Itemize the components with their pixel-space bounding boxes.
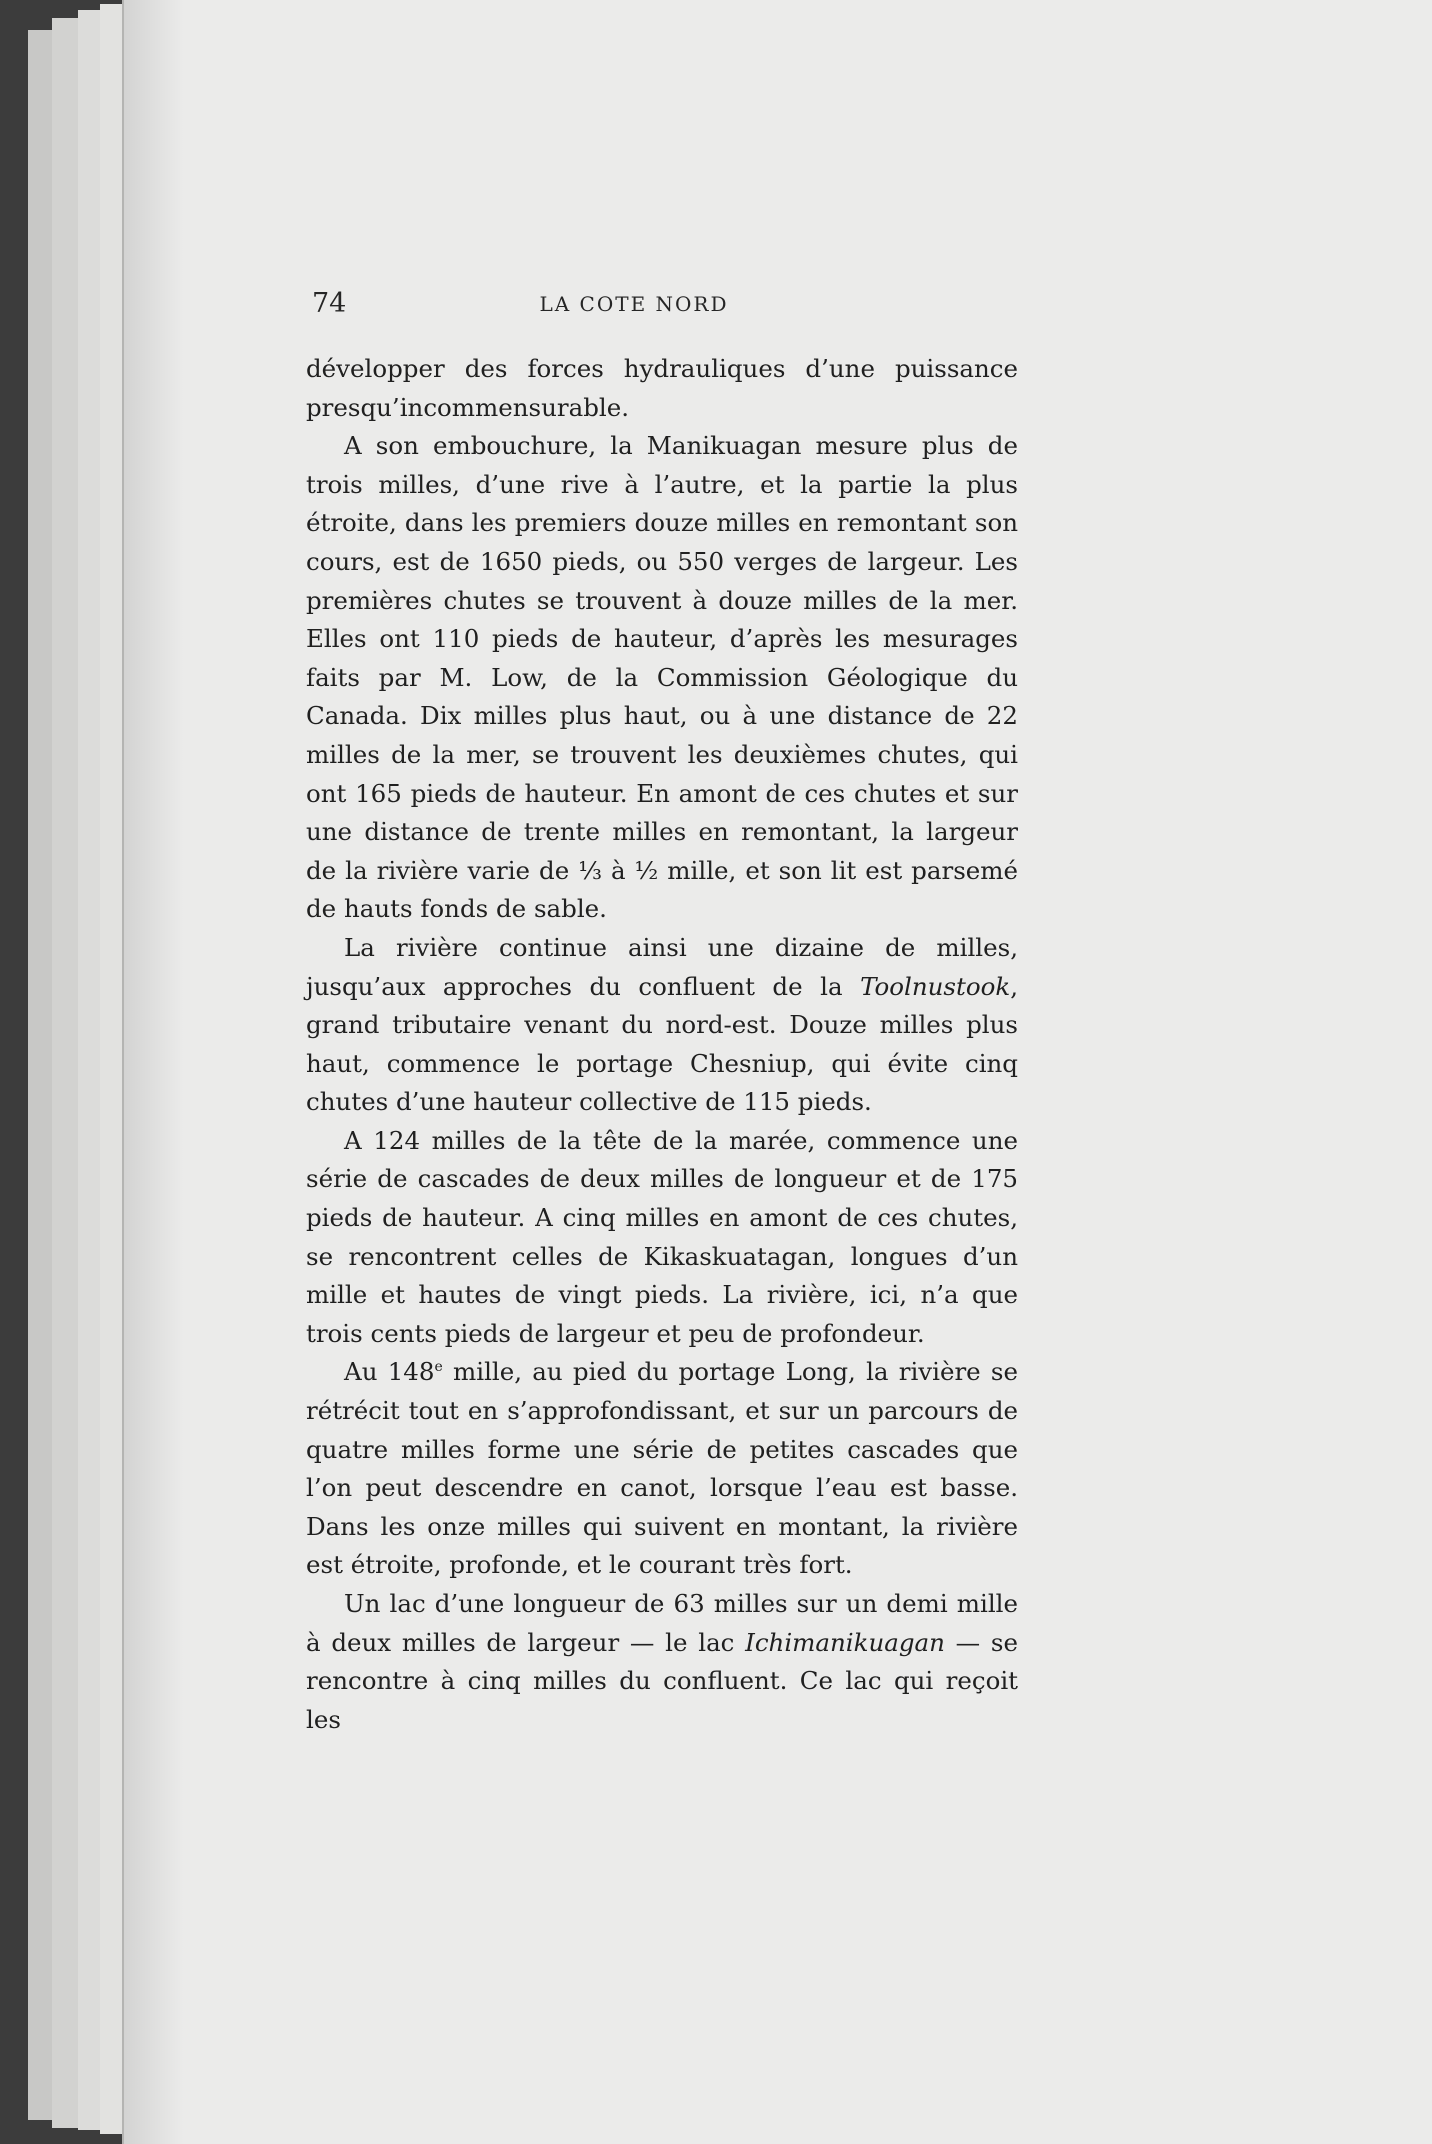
paragraph-2: A son embouchure, la Manikuagan mesure plus de trois milles, d’une rive à l’autre, et la partie la plus étroite, dans les premiers douze milles en remontant son cours, est de 1650 pieds, ou 550 verges de largeur. Les premières chutes se trouvent à douze milles de la mer. Elles ont 110 pieds de hauteur, d’après les mesurages faits par M. Low, de la Commission Géologique du Canada. Dix milles plus haut, ou à une distance de 22 milles de la mer, se trouvent les deuxièmes chutes, qui ont 165 pieds de hauteur. En amont de ces chutes et sur une distance de trente milles en remontant, la largeur de la rivière varie de ⅓ à ½ mille, et son lit est parsemé de hauts fonds de sable.: [306, 431, 1018, 924]
paragraph-3-end: , grand tributaire venant du nord-est. Douze milles plus haut, commence le portage Chesniup, qui évite cinq chutes d’une hauteur collective de 115 pieds.: [306, 971, 1018, 1117]
paragraph-3-start: La rivière continue ainsi une dizaine de milles, jusqu’aux approches du confluent de la: [306, 932, 1018, 1001]
paragraph-6: [306, 1585, 1018, 1739]
paragraph-5-start: Au 148: [344, 1357, 435, 1387]
gutter-shadow: [124, 0, 184, 2144]
body-text: [306, 350, 1018, 1739]
paragraph-3: [306, 929, 1018, 1122]
paragraph-4: A 124 milles de la tête de la marée, commence une série de cascades de deux milles de longueur et de 175 pieds de hauteur. A cinq milles en amont de ces chutes, se rencontrent celles de Kikaskuatagan, longues d’un mille et hautes de vingt pieds. La rivière, ici, n’a que trois cents pieds de largeur et peu de profondeur.: [306, 1125, 1018, 1348]
paragraph-5-end: mille, au pied du portage Long, la rivière se rétrécit tout en s’approfondissant, et sur un parcours de quatre milles forme une série de petites cascades que l’on peut descendre en canot, lorsque l’eau est basse. Dans les onze milles qui suivent en montant, la rivière est étroite, profonde, et le courant très fort.: [306, 1357, 1018, 1580]
paragraph-1: développer des forces hydrauliques d’une puissance presqu’incommensurable.: [306, 354, 1018, 422]
lake-name-ichimanikuagan: Ichimanikuagan: [745, 1627, 945, 1657]
paragraph-6-start: Un lac d’une longueur de 63 milles sur un demi mille à deux milles de largeur — le lac: [306, 1589, 1018, 1657]
paragraph-6-end: — se rencontre à cinq milles du confluent. Ce lac qui reçoit les: [306, 1627, 1018, 1734]
paragraph-5: [306, 1353, 1018, 1585]
running-title: LA COTE NORD: [539, 292, 729, 316]
river-name-toolnustook: Toolnustook: [860, 971, 1011, 1001]
page-number: 74: [312, 288, 347, 319]
running-head: [312, 288, 956, 328]
ordinal-superscript: e: [434, 1359, 443, 1376]
